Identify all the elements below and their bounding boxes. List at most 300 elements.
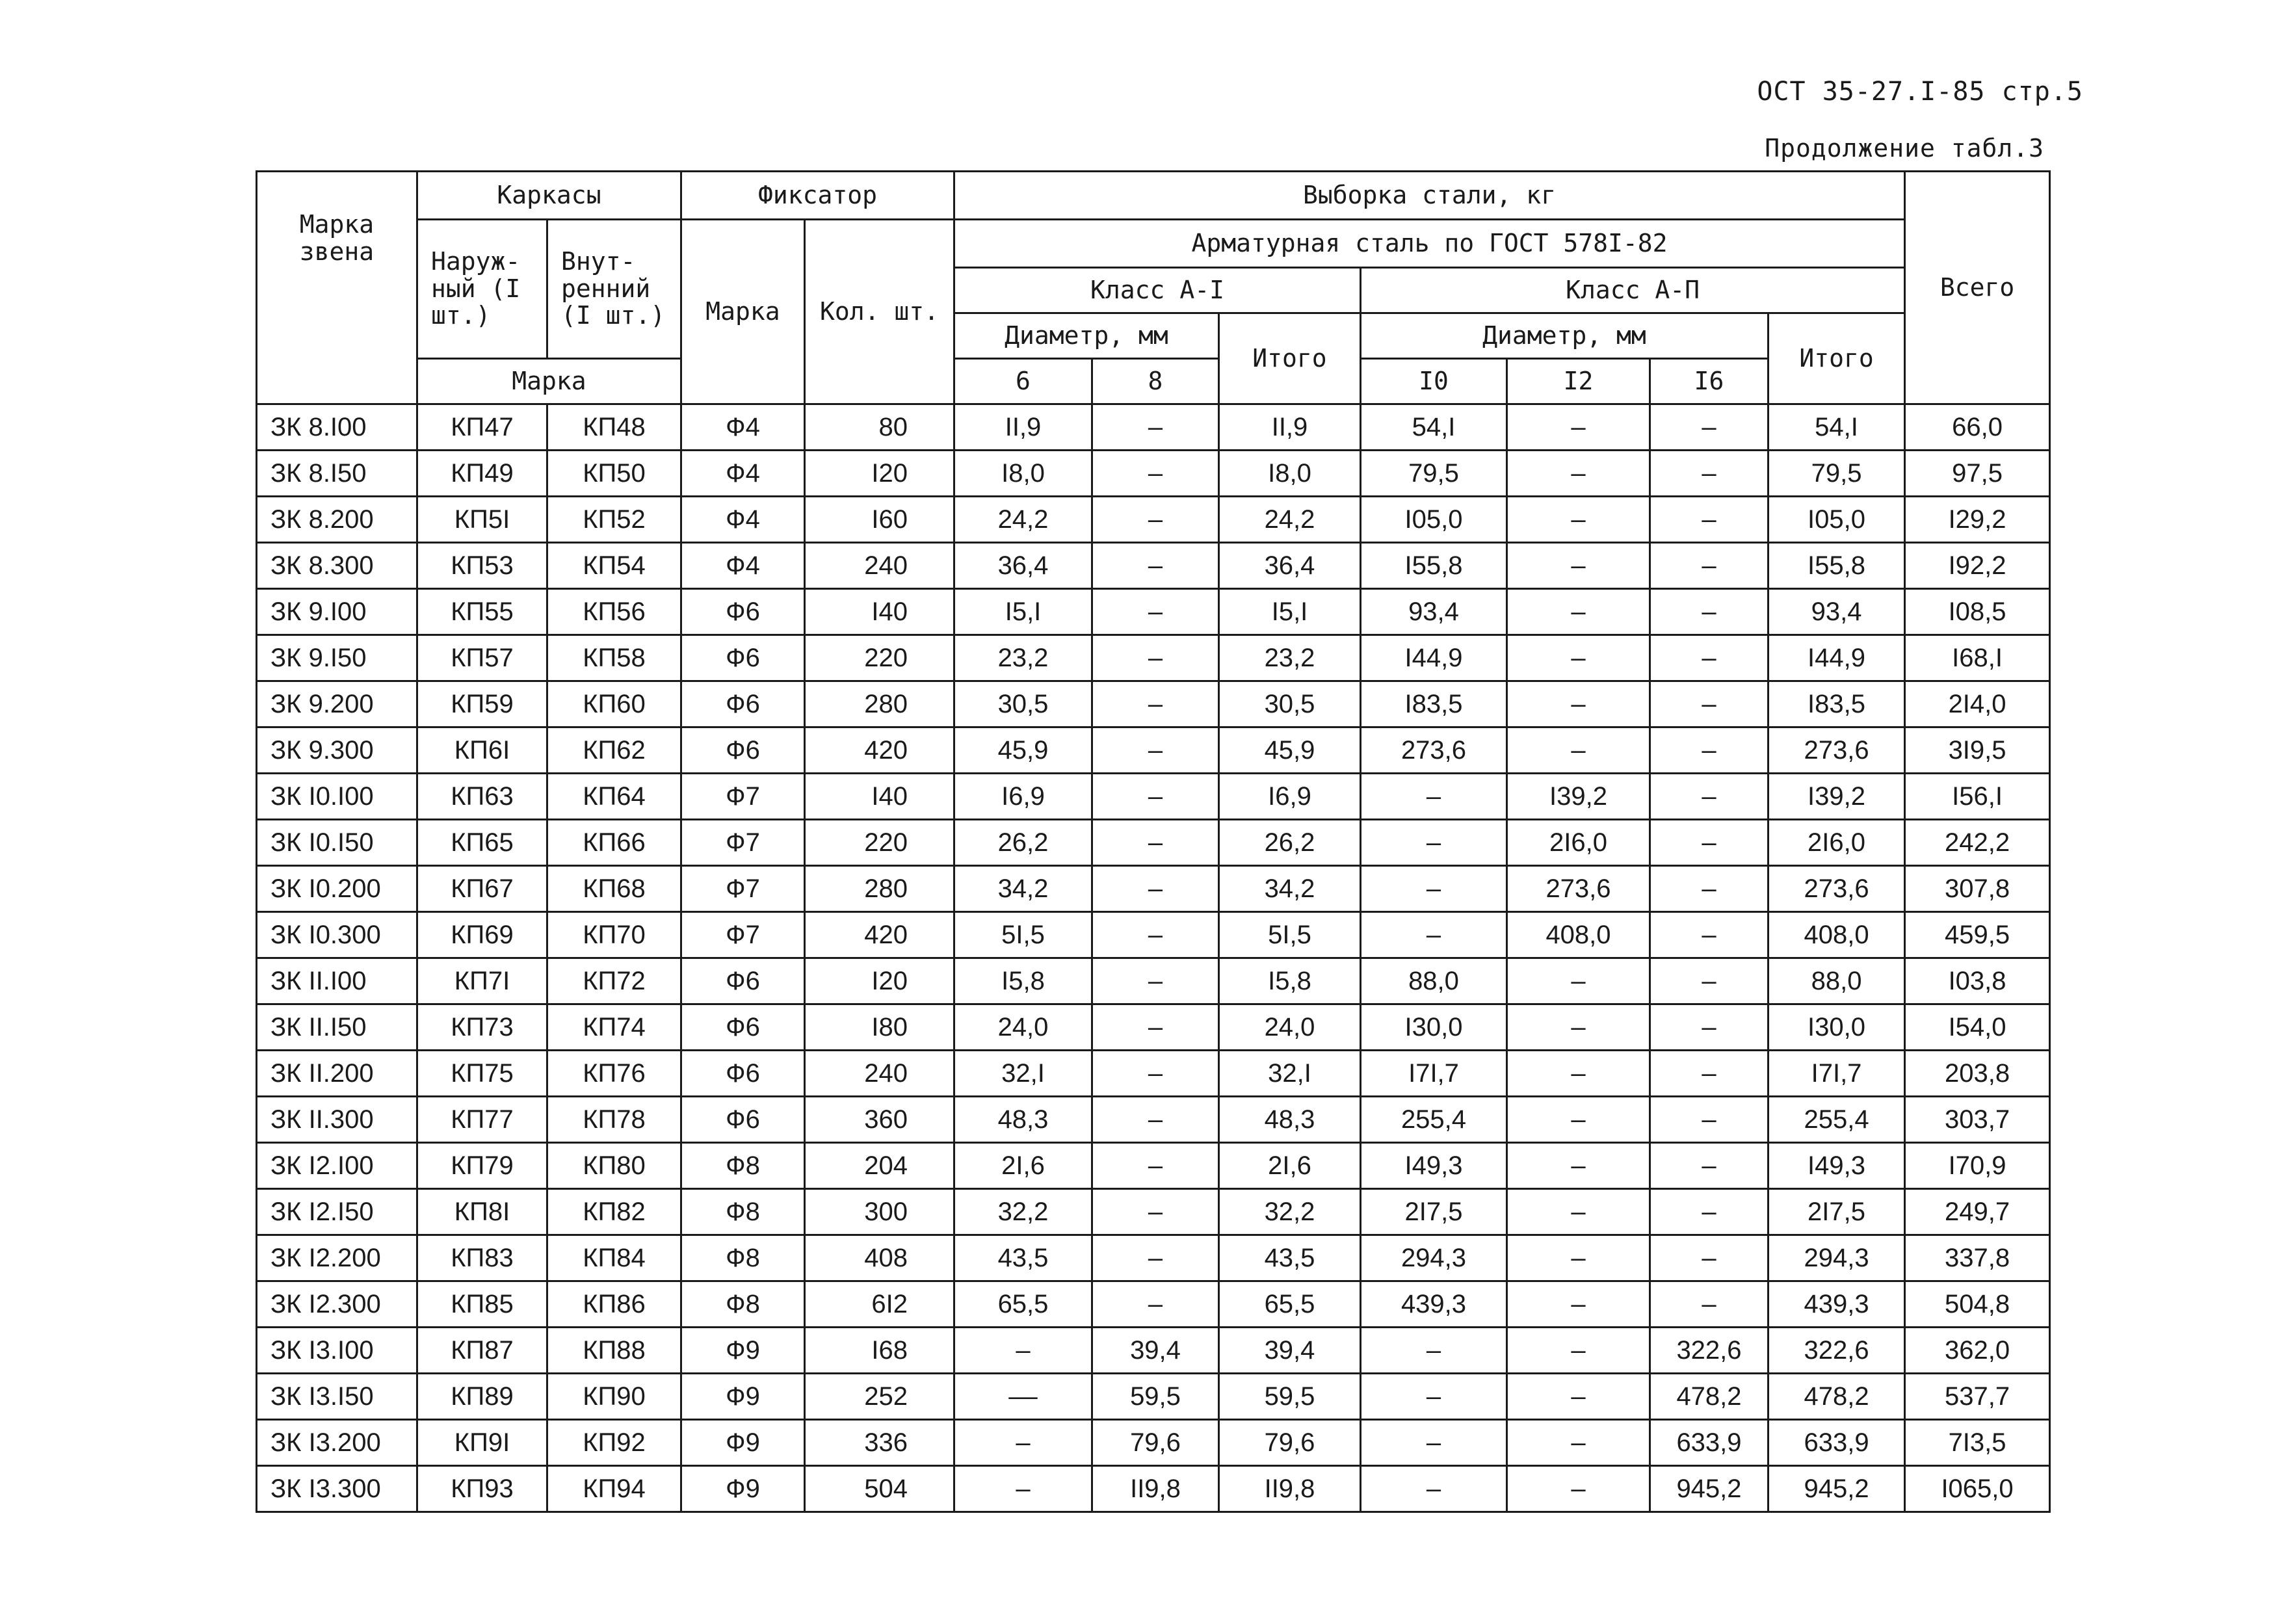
cell-a1-total: 36,4 [1219,543,1361,589]
cell-inner-frame: КП52 [547,497,681,543]
cell-a2-d10: 294,3 [1361,1235,1507,1281]
table-row [257,543,2050,589]
cell-a2-total: 408,0 [1769,912,1905,958]
header-diameter-a2: Диаметр, мм [1361,313,1769,359]
header-grand-total: Всего [1905,172,2050,404]
cell-a1-d6: 36,4 [954,543,1092,589]
cell-a1-d8: – [1092,543,1219,589]
cell-link-mark: ЗК I0.I50 [257,820,417,866]
table-row [257,1189,2050,1235]
cell-fixator-mark: Ф6 [681,681,805,727]
table-body [257,404,2050,1512]
table-row [257,912,2050,958]
cell-a1-d6: I6,9 [954,774,1092,820]
cell-inner-frame: КП64 [547,774,681,820]
cell-a2-d12: – [1507,543,1650,589]
cell-a1-total: 24,0 [1219,1004,1361,1051]
cell-a2-total: 2I7,5 [1769,1189,1905,1235]
cell-inner-frame: КП88 [547,1328,681,1374]
cell-fixator-mark: Ф9 [681,1466,805,1512]
cell-a1-total: 65,5 [1219,1281,1361,1328]
cell-a2-total: 273,6 [1769,727,1905,774]
cell-inner-frame: КП60 [547,681,681,727]
cell-a1-d6: 26,2 [954,820,1092,866]
cell-link-mark: ЗК I3.300 [257,1466,417,1512]
header-total-a2: Итого [1769,313,1905,404]
cell-outer-frame: КП79 [417,1143,547,1189]
cell-a2-d12: – [1507,1374,1650,1420]
cell-a1-total: I5,8 [1219,958,1361,1004]
table-row [257,1143,2050,1189]
header-fixator: Фиксатор [681,172,954,220]
cell-a2-d10: – [1361,866,1507,912]
cell-a1-d6: 23,2 [954,635,1092,681]
cell-outer-frame: КП49 [417,451,547,497]
cell-a1-d6: 2I,6 [954,1143,1092,1189]
cell-link-mark: ЗК I2.I50 [257,1189,417,1235]
cell-inner-frame: КП72 [547,958,681,1004]
cell-fixator-mark: Ф6 [681,727,805,774]
cell-a1-d8: – [1092,866,1219,912]
cell-a2-d12: – [1507,1004,1650,1051]
cell-a2-d16: – [1650,681,1769,727]
cell-a1-total: 59,5 [1219,1374,1361,1420]
cell-a1-d6: 32,2 [954,1189,1092,1235]
cell-a1-d8: – [1092,1004,1219,1051]
table-row [257,681,2050,727]
cell-a2-total: I44,9 [1769,635,1905,681]
cell-a2-d10: I05,0 [1361,497,1507,543]
cell-a2-d10: I49,3 [1361,1143,1507,1189]
cell-inner-frame: КП56 [547,589,681,635]
header-fixator-qty: Кол. шт. [805,220,954,404]
table-row [257,1051,2050,1097]
cell-a2-total: 294,3 [1769,1235,1905,1281]
cell-a2-d16: – [1650,451,1769,497]
cell-fixator-mark: Ф9 [681,1328,805,1374]
cell-a2-total: I55,8 [1769,543,1905,589]
cell-a1-d6: 48,3 [954,1097,1092,1143]
cell-a2-total: 93,4 [1769,589,1905,635]
cell-outer-frame: КП67 [417,866,547,912]
header-class-a1: Класс А-I [954,268,1361,313]
cell-inner-frame: КП62 [547,727,681,774]
cell-a1-total: 32,2 [1219,1189,1361,1235]
cell-outer-frame: КП53 [417,543,547,589]
cell-link-mark: ЗК 8.200 [257,497,417,543]
document-reference: ОСТ 35-27.I-85 стр.5 [1757,77,2083,107]
cell-a2-total: 255,4 [1769,1097,1905,1143]
table-row [257,774,2050,820]
cell-a2-d12: – [1507,1189,1650,1235]
cell-link-mark: ЗК I2.I00 [257,1143,417,1189]
cell-a2-d10: – [1361,1420,1507,1466]
cell-a2-d10: – [1361,1328,1507,1374]
cell-fixator-qty: 420 [805,912,954,958]
table-row [257,958,2050,1004]
cell-a2-d10: 2I7,5 [1361,1189,1507,1235]
cell-a1-total: 34,2 [1219,866,1361,912]
cell-a2-d10: I55,8 [1361,543,1507,589]
cell-grand-total: 307,8 [1905,866,2050,912]
cell-a2-total: 439,3 [1769,1281,1905,1328]
cell-fixator-qty: I80 [805,1004,954,1051]
cell-grand-total: 459,5 [1905,912,2050,958]
table-row [257,589,2050,635]
cell-outer-frame: КП63 [417,774,547,820]
table-row [257,497,2050,543]
cell-a1-total: 43,5 [1219,1235,1361,1281]
cell-a1-d8: – [1092,1051,1219,1097]
cell-a2-d10: – [1361,1466,1507,1512]
cell-a2-total: 478,2 [1769,1374,1905,1420]
cell-grand-total: 362,0 [1905,1328,2050,1374]
table-row [257,451,2050,497]
cell-fixator-mark: Ф4 [681,543,805,589]
cell-a1-total: I8,0 [1219,451,1361,497]
cell-a1-d8: – [1092,958,1219,1004]
cell-a1-total: 79,6 [1219,1420,1361,1466]
cell-grand-total: I70,9 [1905,1143,2050,1189]
cell-grand-total: 3I9,5 [1905,727,2050,774]
cell-fixator-qty: 300 [805,1189,954,1235]
cell-a1-d8: – [1092,451,1219,497]
cell-outer-frame: КП6I [417,727,547,774]
cell-fixator-qty: 280 [805,681,954,727]
cell-a1-d6: –– [954,1374,1092,1420]
cell-a2-d10: 273,6 [1361,727,1507,774]
cell-a2-d16: 945,2 [1650,1466,1769,1512]
cell-a2-d10: I7I,7 [1361,1051,1507,1097]
cell-a1-d8: – [1092,1097,1219,1143]
cell-grand-total: 242,2 [1905,820,2050,866]
cell-grand-total: I54,0 [1905,1004,2050,1051]
header-d6: 6 [954,359,1092,404]
cell-a2-d16: – [1650,543,1769,589]
cell-fixator-mark: Ф6 [681,589,805,635]
cell-link-mark: ЗК I0.300 [257,912,417,958]
cell-fixator-qty: 280 [805,866,954,912]
cell-outer-frame: КП59 [417,681,547,727]
cell-a2-d16: – [1650,589,1769,635]
cell-fixator-qty: 420 [805,727,954,774]
cell-a1-d6: I8,0 [954,451,1092,497]
cell-a1-total: 39,4 [1219,1328,1361,1374]
cell-a2-d12: I39,2 [1507,774,1650,820]
cell-a2-d16: – [1650,635,1769,681]
cell-a2-d10: I44,9 [1361,635,1507,681]
cell-outer-frame: КП9I [417,1420,547,1466]
cell-a1-d6: 24,2 [954,497,1092,543]
table-row [257,1235,2050,1281]
cell-a1-d6: 45,9 [954,727,1092,774]
cell-grand-total: I08,5 [1905,589,2050,635]
cell-a2-d16: 633,9 [1650,1420,1769,1466]
cell-fixator-mark: Ф4 [681,451,805,497]
cell-a2-d16: – [1650,1281,1769,1328]
cell-a2-d12: – [1507,1143,1650,1189]
header-class-a2: Класс А-П [1361,268,1905,313]
cell-grand-total: 203,8 [1905,1051,2050,1097]
header-frames-mark: Марка [417,359,681,404]
cell-inner-frame: КП66 [547,820,681,866]
cell-a1-d6: 43,5 [954,1235,1092,1281]
cell-a1-total: 24,2 [1219,497,1361,543]
cell-a1-d8: 79,6 [1092,1420,1219,1466]
cell-grand-total: 7I3,5 [1905,1420,2050,1466]
cell-a1-total: II,9 [1219,404,1361,451]
table-row [257,1466,2050,1512]
table-row [257,866,2050,912]
table-row [257,820,2050,866]
cell-a2-total: I49,3 [1769,1143,1905,1189]
cell-a1-d8: – [1092,727,1219,774]
cell-grand-total: 303,7 [1905,1097,2050,1143]
steel-sample-table [256,170,2051,1513]
cell-outer-frame: КП85 [417,1281,547,1328]
cell-a1-total: 45,9 [1219,727,1361,774]
cell-grand-total: I68,I [1905,635,2050,681]
cell-a1-d8: II9,8 [1092,1466,1219,1512]
cell-fixator-mark: Ф7 [681,866,805,912]
cell-a2-d16: – [1650,1004,1769,1051]
cell-outer-frame: КП89 [417,1374,547,1420]
cell-a1-d6: II,9 [954,404,1092,451]
cell-a1-d6: I5,I [954,589,1092,635]
cell-a1-total: 23,2 [1219,635,1361,681]
cell-a2-total: 945,2 [1769,1466,1905,1512]
header-inner-frame: Внут- ренний (I шт.) [547,220,681,359]
cell-inner-frame: КП80 [547,1143,681,1189]
cell-inner-frame: КП48 [547,404,681,451]
table-row [257,1097,2050,1143]
cell-fixator-qty: 252 [805,1374,954,1420]
cell-link-mark: ЗК II.300 [257,1097,417,1143]
cell-a1-d8: – [1092,912,1219,958]
cell-inner-frame: КП90 [547,1374,681,1420]
cell-grand-total: 2I4,0 [1905,681,2050,727]
cell-fixator-qty: 204 [805,1143,954,1189]
cell-fixator-mark: Ф4 [681,404,805,451]
cell-outer-frame: КП8I [417,1189,547,1235]
cell-outer-frame: КП73 [417,1004,547,1051]
cell-a2-d12: – [1507,404,1650,451]
cell-a1-d8: – [1092,589,1219,635]
cell-grand-total: I29,2 [1905,497,2050,543]
cell-fixator-mark: Ф6 [681,1004,805,1051]
cell-fixator-qty: 80 [805,404,954,451]
cell-link-mark: ЗК 8.I50 [257,451,417,497]
cell-a2-d10: 255,4 [1361,1097,1507,1143]
cell-inner-frame: КП58 [547,635,681,681]
cell-a1-d8: – [1092,1143,1219,1189]
cell-a2-total: 322,6 [1769,1328,1905,1374]
cell-a2-total: I30,0 [1769,1004,1905,1051]
cell-a2-total: 54,I [1769,404,1905,451]
cell-inner-frame: КП74 [547,1004,681,1051]
cell-a2-d10: – [1361,774,1507,820]
cell-outer-frame: КП93 [417,1466,547,1512]
cell-a2-d16: – [1650,1051,1769,1097]
cell-link-mark: ЗК I0.200 [257,866,417,912]
table-row [257,1374,2050,1420]
cell-a2-d16: – [1650,912,1769,958]
cell-a2-total: I39,2 [1769,774,1905,820]
cell-fixator-mark: Ф9 [681,1374,805,1420]
cell-link-mark: ЗК I3.I50 [257,1374,417,1420]
cell-inner-frame: КП78 [547,1097,681,1143]
cell-a1-d6: 30,5 [954,681,1092,727]
cell-a2-d12: – [1507,451,1650,497]
cell-link-mark: ЗК 9.200 [257,681,417,727]
table-row [257,1004,2050,1051]
cell-outer-frame: КП57 [417,635,547,681]
cell-a1-d8: 59,5 [1092,1374,1219,1420]
cell-a2-d16: – [1650,497,1769,543]
cell-a2-total: I7I,7 [1769,1051,1905,1097]
cell-a2-d12: 408,0 [1507,912,1650,958]
cell-grand-total: 337,8 [1905,1235,2050,1281]
cell-grand-total: 537,7 [1905,1374,2050,1420]
cell-grand-total: 97,5 [1905,451,2050,497]
cell-fixator-qty: I68 [805,1328,954,1374]
cell-fixator-qty: 240 [805,543,954,589]
cell-a2-d10: 88,0 [1361,958,1507,1004]
cell-link-mark: ЗК 9.I00 [257,589,417,635]
cell-a2-d16: – [1650,820,1769,866]
header-steel-sample: Выборка стали, кг [954,172,1905,220]
cell-a1-d8: – [1092,1235,1219,1281]
table-row [257,635,2050,681]
cell-a2-total: 88,0 [1769,958,1905,1004]
cell-a2-d12: – [1507,1235,1650,1281]
header-mark-link: Марка звена [257,172,417,404]
cell-inner-frame: КП84 [547,1235,681,1281]
cell-link-mark: ЗК I2.300 [257,1281,417,1328]
cell-a2-d10: 439,3 [1361,1281,1507,1328]
header-d16: I6 [1650,359,1769,404]
cell-a1-total: I6,9 [1219,774,1361,820]
cell-a1-d6: – [954,1466,1092,1512]
cell-a1-total: I5,I [1219,589,1361,635]
cell-link-mark: ЗК 8.I00 [257,404,417,451]
cell-a2-d16: – [1650,1235,1769,1281]
cell-a2-d10: I83,5 [1361,681,1507,727]
cell-inner-frame: КП68 [547,866,681,912]
cell-a2-total: I05,0 [1769,497,1905,543]
cell-grand-total: I03,8 [1905,958,2050,1004]
cell-fixator-qty: I60 [805,497,954,543]
cell-fixator-mark: Ф6 [681,1097,805,1143]
cell-a2-total: 633,9 [1769,1420,1905,1466]
cell-a1-d8: – [1092,497,1219,543]
cell-link-mark: ЗК I3.200 [257,1420,417,1466]
cell-fixator-mark: Ф8 [681,1143,805,1189]
cell-outer-frame: КП55 [417,589,547,635]
cell-a1-d6: 5I,5 [954,912,1092,958]
cell-a2-total: 79,5 [1769,451,1905,497]
cell-a2-d12: – [1507,635,1650,681]
cell-fixator-qty: I40 [805,589,954,635]
cell-a1-d6: 32,I [954,1051,1092,1097]
cell-inner-frame: КП94 [547,1466,681,1512]
cell-a1-total: 48,3 [1219,1097,1361,1143]
cell-outer-frame: КП83 [417,1235,547,1281]
cell-a2-d10: 93,4 [1361,589,1507,635]
cell-outer-frame: КП7I [417,958,547,1004]
cell-link-mark: ЗК II.200 [257,1051,417,1097]
cell-a1-d8: – [1092,404,1219,451]
cell-link-mark: ЗК 8.300 [257,543,417,589]
cell-fixator-qty: I20 [805,451,954,497]
cell-fixator-mark: Ф8 [681,1281,805,1328]
cell-a1-total: 32,I [1219,1051,1361,1097]
cell-fixator-qty: I20 [805,958,954,1004]
cell-fixator-qty: I40 [805,774,954,820]
cell-outer-frame: КП65 [417,820,547,866]
cell-a1-total: II9,8 [1219,1466,1361,1512]
cell-a2-total: 2I6,0 [1769,820,1905,866]
cell-a2-d12: – [1507,681,1650,727]
cell-fixator-qty: 360 [805,1097,954,1143]
cell-fixator-mark: Ф8 [681,1235,805,1281]
cell-a2-d10: – [1361,912,1507,958]
cell-a1-d8: – [1092,1281,1219,1328]
header-frames: Каркасы [417,172,681,220]
cell-a2-d10: – [1361,820,1507,866]
cell-a2-d12: – [1507,958,1650,1004]
cell-inner-frame: КП82 [547,1189,681,1235]
cell-inner-frame: КП92 [547,1420,681,1466]
cell-fixator-mark: Ф7 [681,820,805,866]
table-continuation-label: Продолжение табл.3 [1765,134,2044,163]
cell-fixator-mark: Ф6 [681,1051,805,1097]
cell-a2-d16: – [1650,1097,1769,1143]
cell-a1-d6: 65,5 [954,1281,1092,1328]
cell-fixator-qty: 408 [805,1235,954,1281]
cell-a2-d12: – [1507,1466,1650,1512]
table-row [257,1281,2050,1328]
cell-a1-total: 5I,5 [1219,912,1361,958]
cell-inner-frame: КП50 [547,451,681,497]
cell-a2-total: I83,5 [1769,681,1905,727]
cell-fixator-qty: 336 [805,1420,954,1466]
header-rebar-steel: Арматурная сталь по ГОСТ 578I-82 [954,220,1905,268]
table-row [257,1328,2050,1374]
cell-a1-d8: 39,4 [1092,1328,1219,1374]
cell-a2-d12: 2I6,0 [1507,820,1650,866]
cell-link-mark: ЗК 9.300 [257,727,417,774]
cell-a1-d6: 24,0 [954,1004,1092,1051]
cell-a1-d8: – [1092,681,1219,727]
cell-grand-total: I56,I [1905,774,2050,820]
cell-a2-d12: – [1507,1328,1650,1374]
cell-fixator-mark: Ф9 [681,1420,805,1466]
table-row [257,404,2050,451]
table-row [257,727,2050,774]
table-row [257,1420,2050,1466]
header-fixator-mark: Марка [681,220,805,404]
cell-a2-d16: – [1650,1143,1769,1189]
cell-a2-d16: – [1650,1189,1769,1235]
cell-fixator-qty: 504 [805,1466,954,1512]
cell-link-mark: ЗК I0.I00 [257,774,417,820]
header-d10: I0 [1361,359,1507,404]
cell-a2-d12: – [1507,1051,1650,1097]
cell-a1-d8: – [1092,635,1219,681]
cell-a1-d6: – [954,1420,1092,1466]
cell-a2-d12: – [1507,497,1650,543]
